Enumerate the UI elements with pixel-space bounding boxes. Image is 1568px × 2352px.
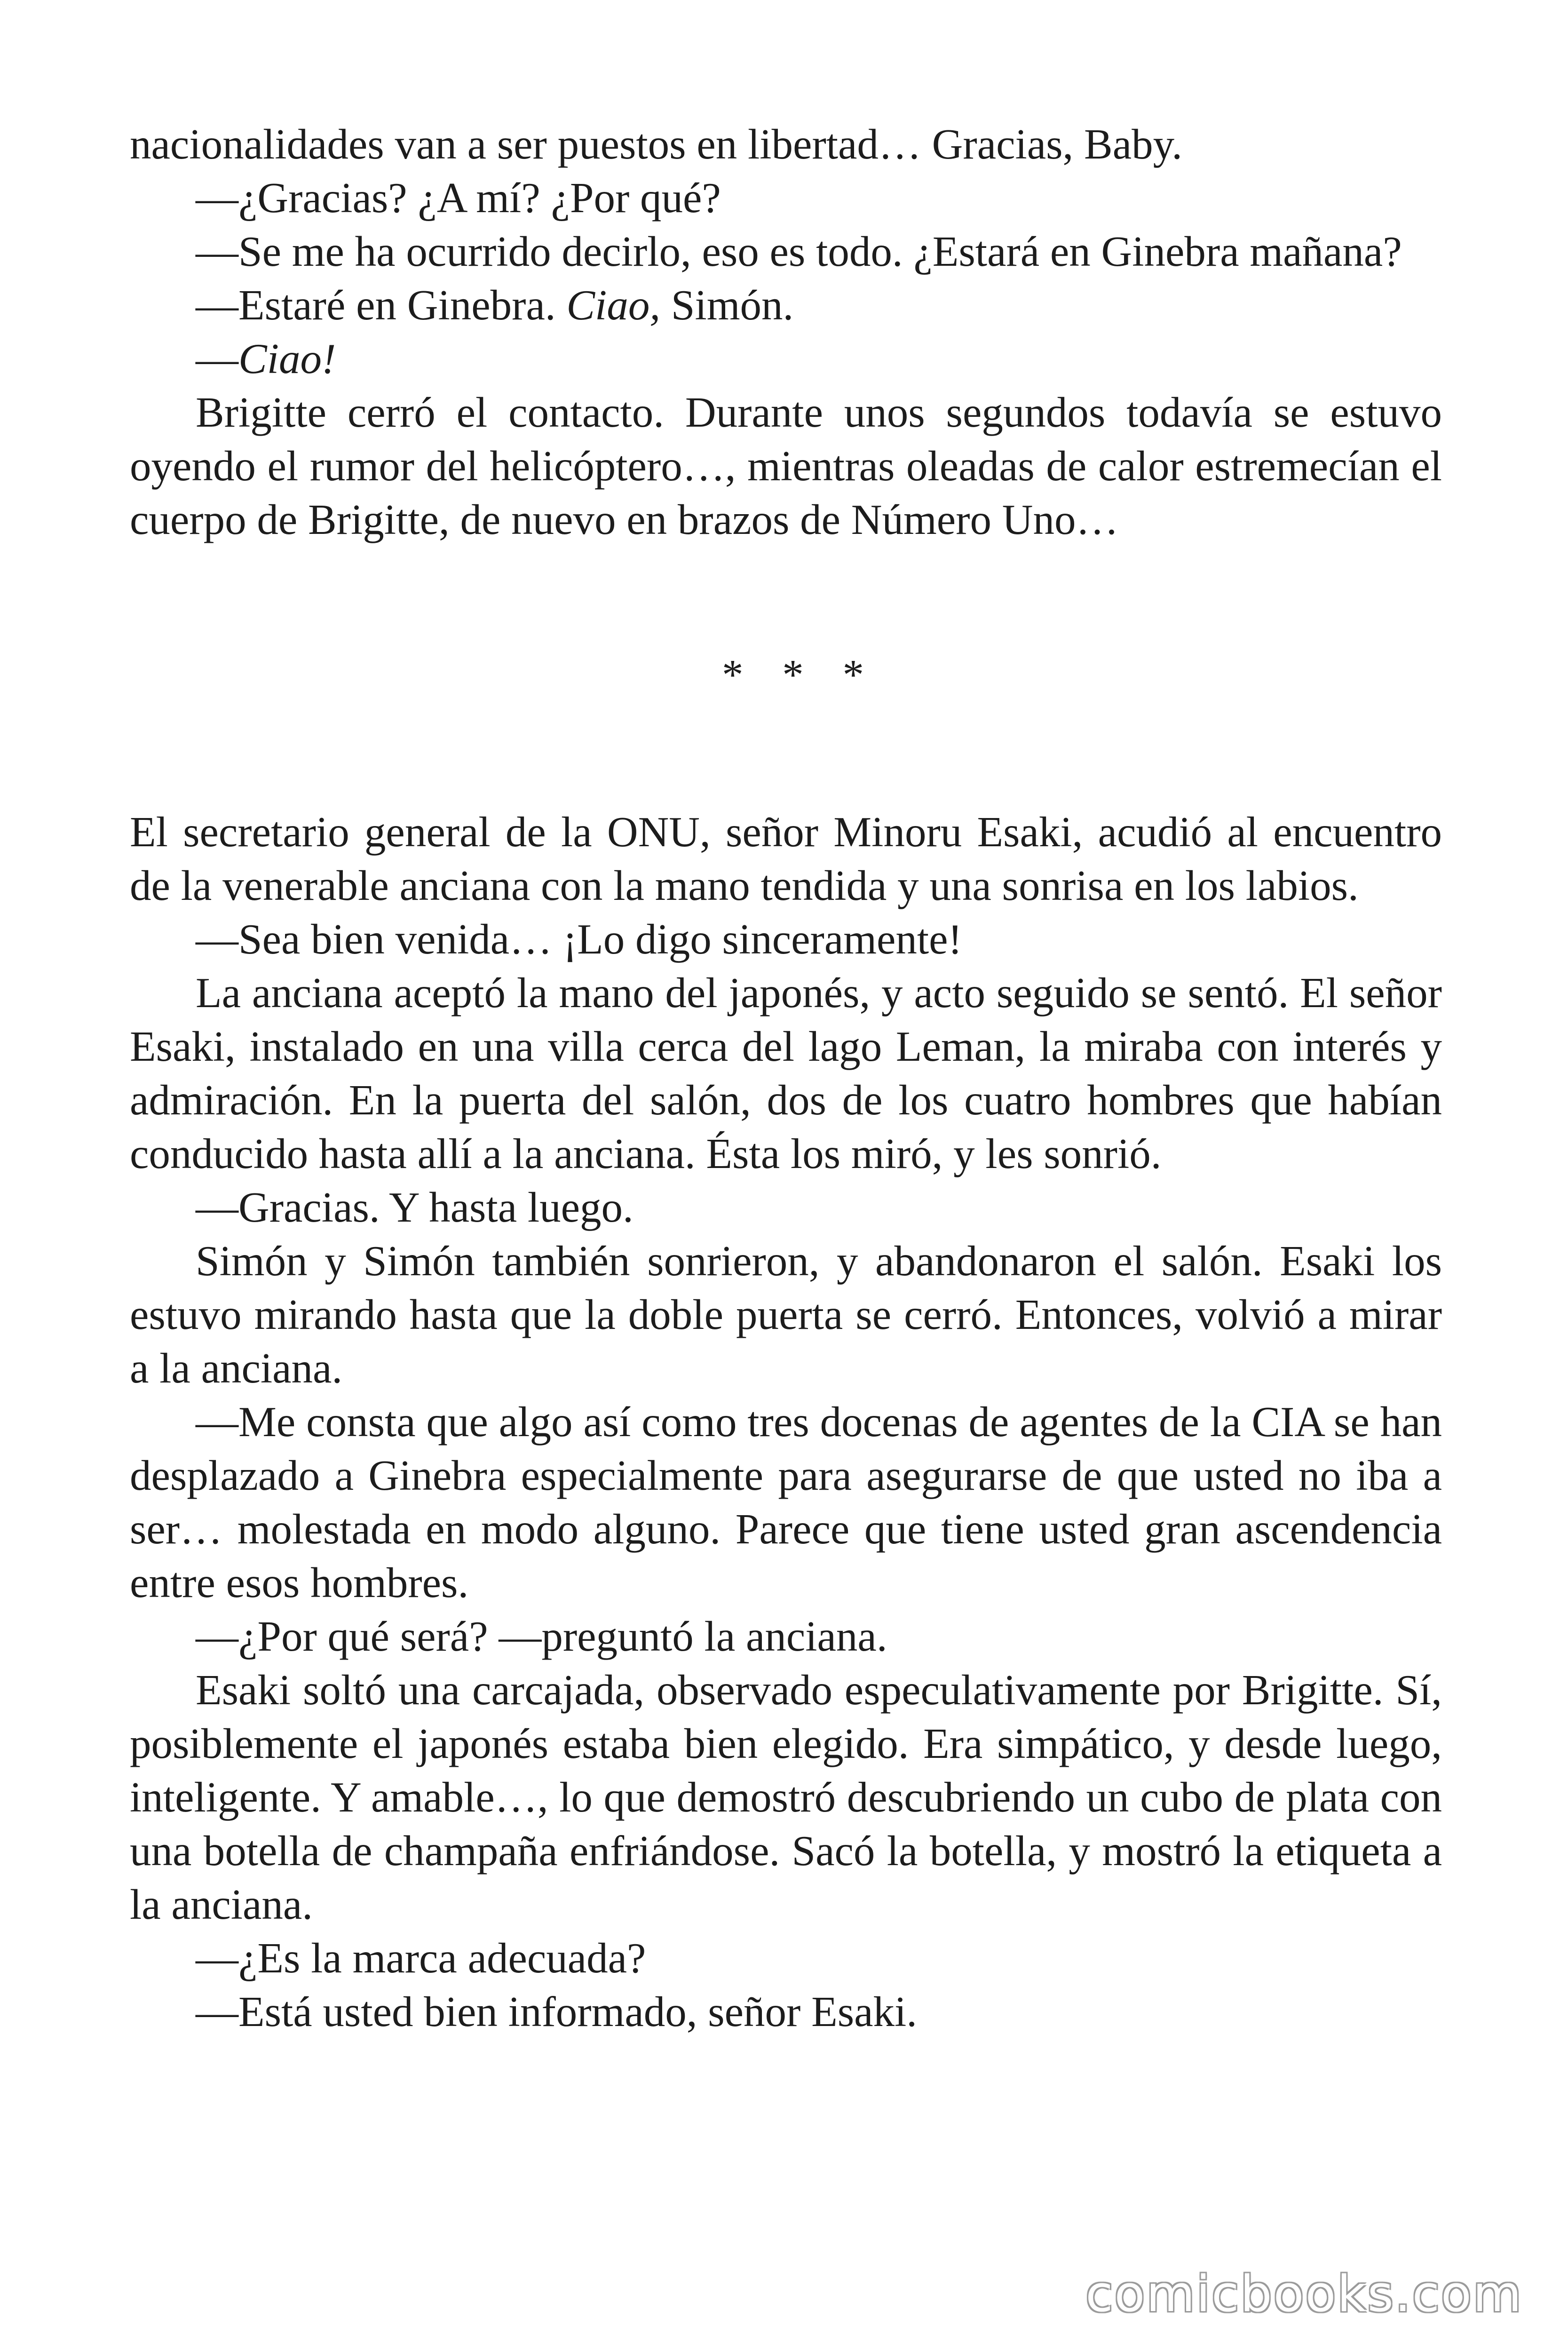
watermark: comicbooks.com [1085, 2265, 1523, 2323]
dialogue-line: —Me consta que algo así como tres docenas de agentes de la CIA se han desplazado a Ginebra especialmente para asegurarse de que usted no iba a ser… molestada en modo alguno. Parece que tiene usted gran ascendencia entre esos hombres. [130, 1398, 1442, 1606]
italic-run: Ciao, [566, 281, 661, 329]
dialogue-line [130, 278, 1442, 332]
paragraph: nacionalidades van a ser puestos en libertad… Gracias, Baby. [130, 120, 1182, 168]
italic-run: Ciao! [238, 335, 336, 382]
page-text [130, 118, 1442, 2039]
paragraph: El secretario general de la ONU, señor Minoru Esaki, acudió al encuentro de la venerable anciana con la mano tendida y una sonrisa en los labios. [130, 808, 1442, 909]
dialogue-line: —¿Por qué será? —preguntó la anciana. [196, 1613, 887, 1660]
paragraph: La anciana aceptó la mano del japonés, y acto seguido se sentó. El señor Esaki, instalado en una villa cerca del lago Leman, la miraba con interés y admiración. En la puerta del salón, dos de los cuatro hombres que habían conducido hasta allí a la anciana. Ésta los miró, y les sonrió. [130, 969, 1442, 1177]
text-run: — [196, 335, 238, 382]
text-run: Simón. [660, 281, 794, 329]
section-separator: * * * [722, 651, 878, 699]
paragraphs-top [130, 118, 1442, 547]
paragraph: Brigitte cerró el contacto. Durante unos segundos todavía se estuvo oyendo el rumor del helicóptero…, mientras oleadas de calor estremecían el cuerpo de Brigitte, de nuevo en brazos de Número Uno… [130, 389, 1442, 543]
dialogue-line: —¿Es la marca adecuada? [196, 1934, 646, 1982]
dialogue-line: —Está usted bien informado, señor Esaki. [196, 1988, 918, 2035]
paragraph: Simón y Simón también sonrieron, y abandonaron el salón. Esaki los estuvo mirando hasta que la doble puerta se cerró. Entonces, volvió a mirar a la anciana. [130, 1237, 1442, 1392]
dialogue-line: —Gracias. Y hasta luego. [196, 1184, 634, 1231]
dialogue-line: —Se me ha ocurrido decirlo, eso es todo. ¿Estará en Ginebra mañana? [196, 228, 1402, 275]
paragraphs-bottom [130, 805, 1442, 2039]
dialogue-line [130, 332, 1442, 386]
dialogue-line: —Sea bien venida… ¡Lo digo sinceramente! [196, 915, 962, 963]
text-run: —Estaré en Ginebra. [196, 281, 567, 329]
paragraph: Esaki soltó una carcajada, observado especulativamente por Brigitte. Sí, posiblemente el japonés estaba bien elegido. Era simpático, y desde luego, inteligente. Y amable…, lo que demostró descubriendo un cubo de plata con una botella de champaña enfriándose. Sacó la botella, y mostró la etiqueta a la anciana. [130, 1666, 1442, 1928]
dialogue-line: —¿Gracias? ¿A mí? ¿Por qué? [196, 174, 721, 222]
